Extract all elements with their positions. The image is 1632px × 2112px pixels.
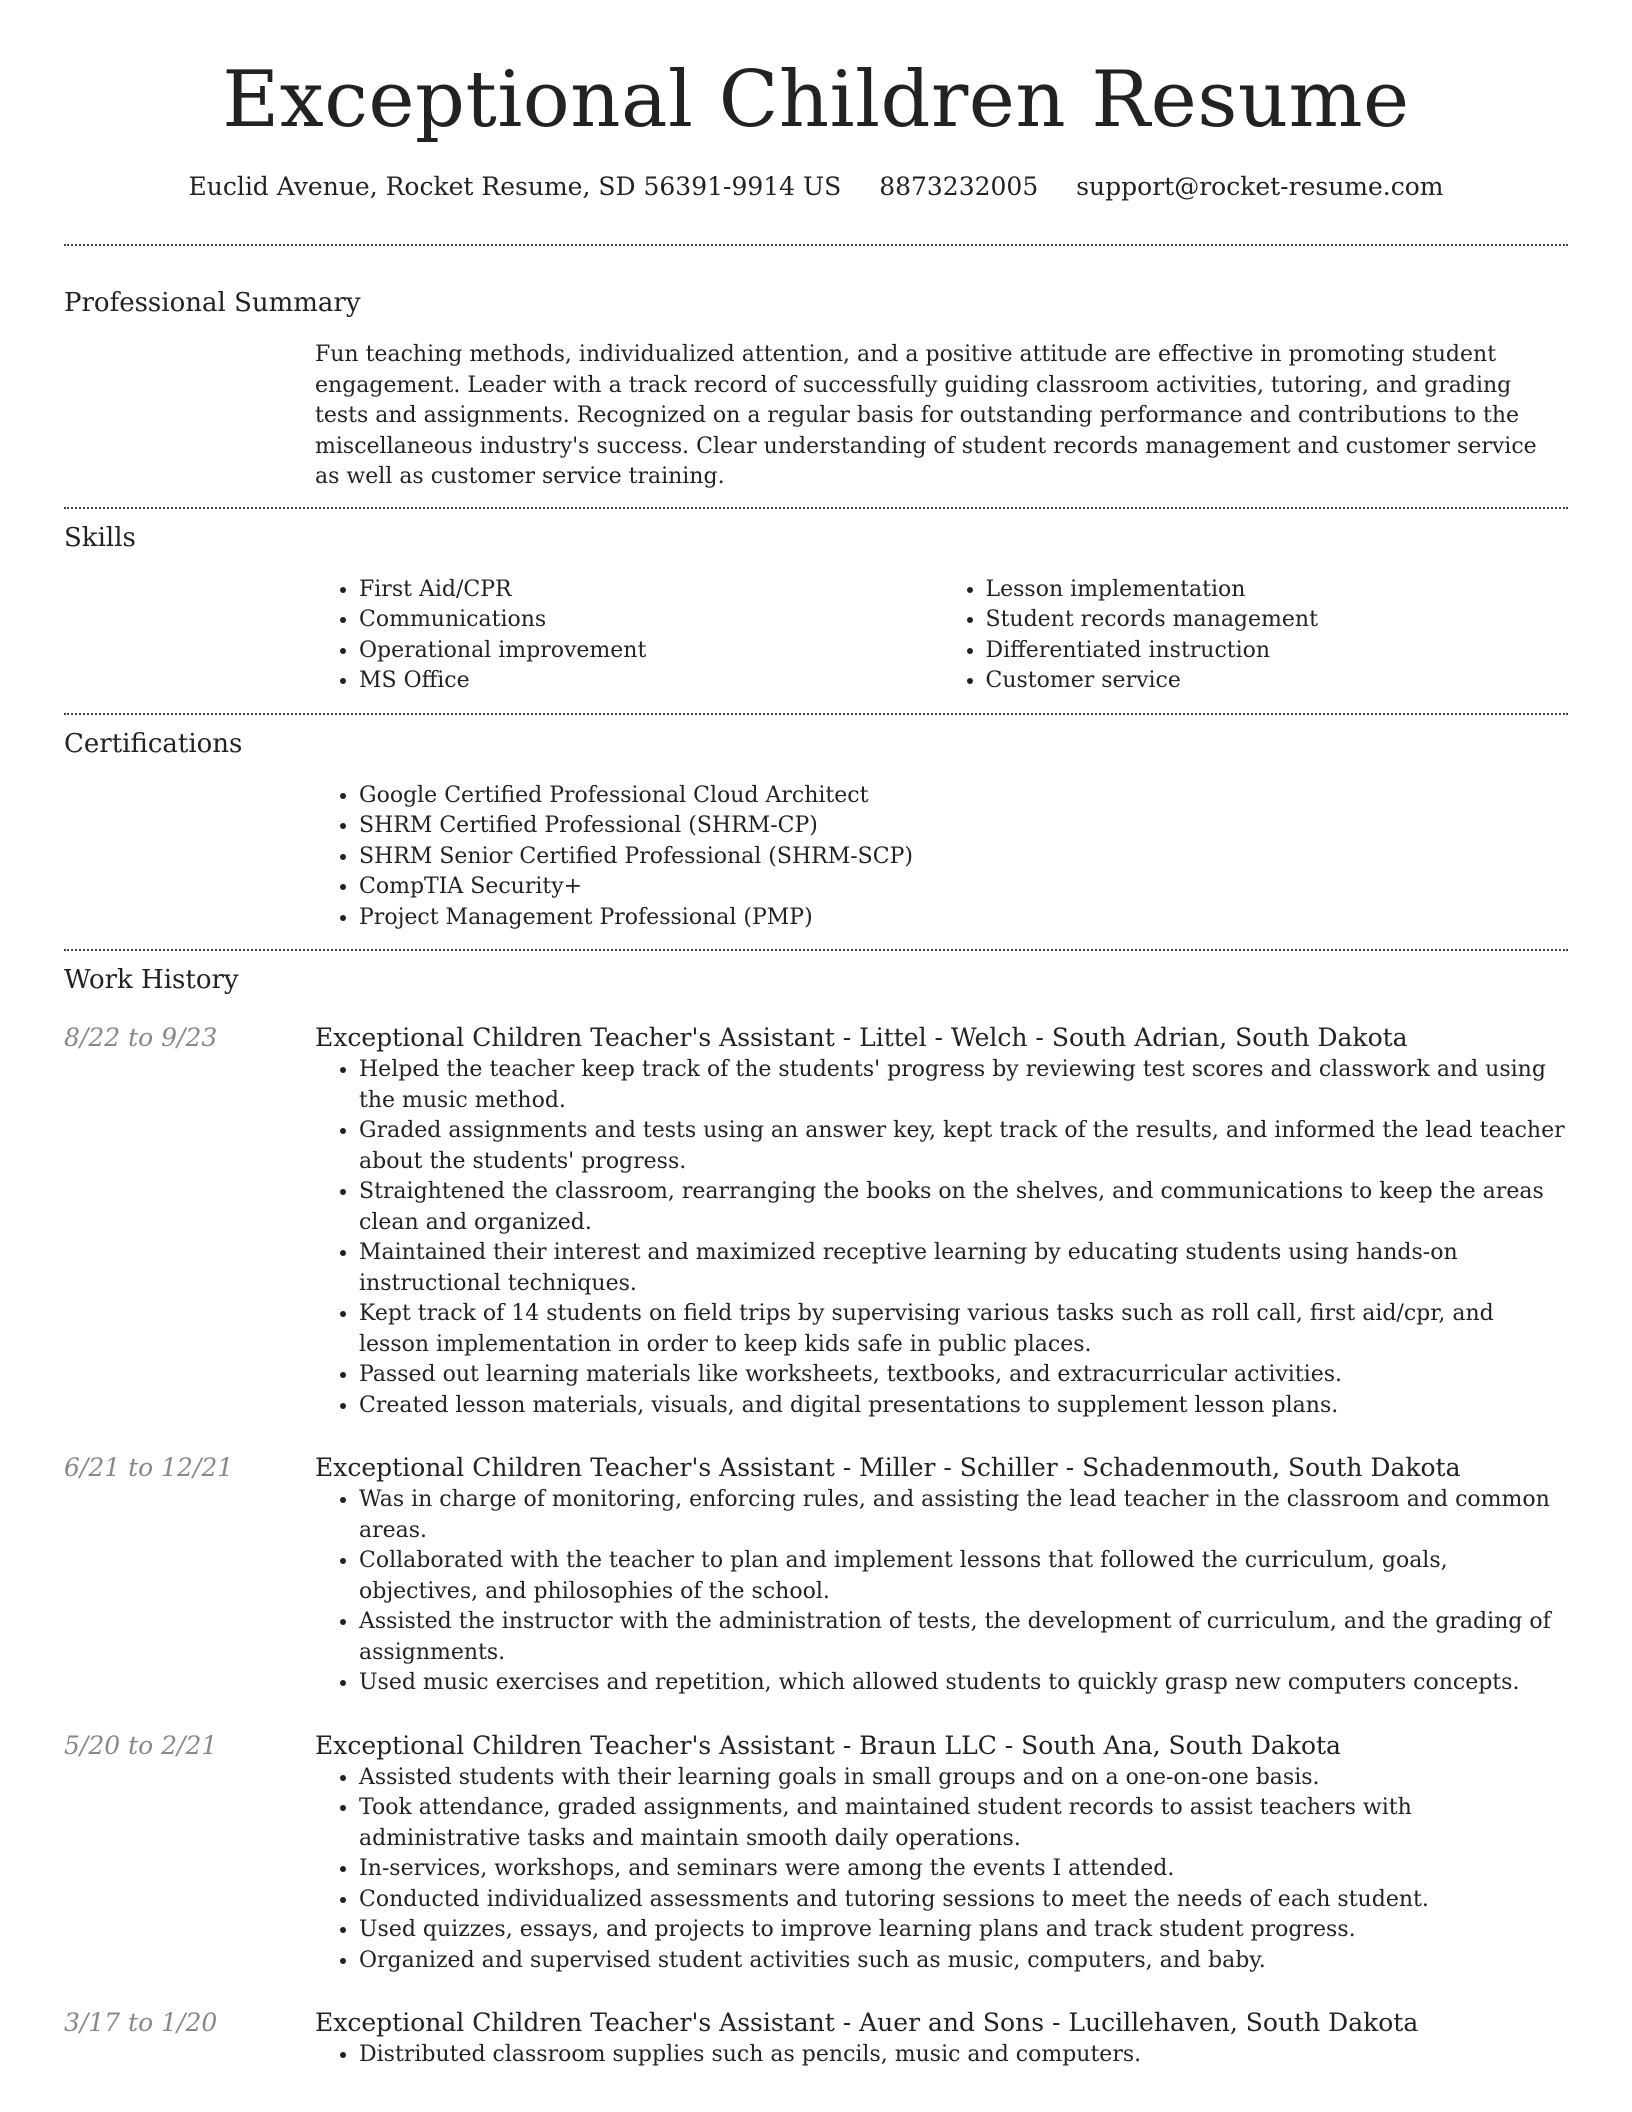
job-bullet: • Straightened the classroom, rearranging the books on the shelves, and communications to keep the areas clean and organized. [359,1177,1568,1238]
job-bullet: • Organized and supervised student activities such as music, computers, and baby. [359,1946,1568,1977]
job-body [315,2006,1568,2071]
job-entry [64,1021,1568,1421]
contact-phone: 8873232005 [879,172,1039,201]
skill-item: • Customer service [986,666,1569,697]
job-bullet: • Collaborated with the teacher to plan and implement lessons that followed the curriculum, goals, objectives, and philosophies of the school. [359,1546,1568,1607]
contact-email: support@rocket-resume.com [1076,172,1444,201]
job-bullet: • Kept track of 14 students on field trips by supervising various tasks such as roll call, first aid/cpr, and lesson implementation in order to keep kids safe in public places. [359,1299,1568,1360]
skills-heading: Skills [64,522,136,553]
job-entry [64,1729,1568,1977]
summary-heading: Professional Summary [64,288,361,318]
job-bullet: • Created lesson materials, visuals, and digital presentations to supplement lesson plans. [359,1391,1568,1422]
certifications-block [315,781,1568,934]
certifications-heading: Certifications [64,728,243,759]
job-bullet: • Assisted students with their learning goals in small groups and on a one-on-one basis. [359,1763,1568,1794]
skill-item: • MS Office [359,666,942,697]
job-bullet: • Conducted individualized assessments and tutoring sessions to meet the needs of each student. [359,1885,1568,1916]
certification-item: • Project Management Professional (PMP) [359,903,1568,934]
job-bullets [315,1055,1568,1421]
job-title: Exceptional Children Teacher's Assistant - Miller - Schiller - Schadenmouth, South Dakota [315,1453,1461,1482]
skill-item: • First Aid/CPR [359,575,942,606]
job-dates: 5/20 to 2/21 [64,1730,218,1760]
skills-grid [315,575,1568,697]
skill-item: • Communications [359,605,942,636]
certification-item: • SHRM Senior Certified Professional (SHRM-SCP) [359,842,1568,873]
job-bullet: • Helped the teacher keep track of the students' progress by reviewing test scores and classwork and using the music method. [359,1055,1568,1116]
skill-item: • Student records management [986,605,1569,636]
job-title: Exceptional Children Teacher's Assistant - Braun LLC - South Ana, South Dakota [315,1730,1341,1760]
job-body [315,1451,1568,1699]
job-dates: 3/17 to 1/20 [64,2008,218,2037]
section-divider [64,949,1568,951]
job-dates: 8/22 to 9/23 [64,1023,218,1052]
section-divider [64,244,1568,246]
certification-item: • CompTIA Security+ [359,872,1568,903]
certification-item: • Google Certified Professional Cloud Architect [359,781,1568,812]
job-title: Exceptional Children Teacher's Assistant - Auer and Sons - Lucillehaven, South Dakota [315,2008,1419,2037]
section-divider [64,713,1568,715]
job-dates: 6/21 to 12/21 [64,1453,234,1482]
summary-text: Fun teaching methods, individualized attention, and a positive attitude are effective in promoting student engagement. Leader with a track record of successfully guiding classroom activities, tutoring, and grading tests and assignments. Recognized on a regular basis for outstanding performance and contributions to the miscellaneous industry's success. Clear understanding of student records management and customer service as well as customer service training. [315,342,1537,489]
job-bullets [315,1763,1568,1977]
job-bullet: • Passed out learning materials like worksheets, textbooks, and extracurricular activities. [359,1360,1568,1391]
skills-list-left [315,575,942,697]
job-entry [64,2006,1568,2071]
job-bullet: • Was in charge of monitoring, enforcing rules, and assisting the lead teacher in the classroom and common areas. [359,1485,1568,1546]
certifications-list [315,781,1568,934]
job-body [315,1021,1568,1421]
work-history-heading: Work History [64,965,239,995]
section-divider [64,507,1568,509]
job-bullet: • Used music exercises and repetition, which allowed students to quickly grasp new computers concepts. [359,1668,1568,1699]
job-entry [64,1451,1568,1699]
skills-list-right [942,575,1569,697]
job-bullet: • Took attendance, graded assignments, and maintained student records to assist teachers with administrative tasks and maintain smooth daily operations. [359,1793,1568,1854]
skill-item: • Differentiated instruction [986,636,1569,667]
resume-title: Exceptional Children Resume [222,55,1410,145]
job-bullets [315,2040,1568,2071]
job-bullet: • Distributed classroom supplies such as pencils, music and computers. [359,2040,1568,2071]
job-body [315,1729,1568,1977]
certification-item: • SHRM Certified Professional (SHRM-CP) [359,811,1568,842]
job-bullet: • Graded assignments and tests using an answer key, kept track of the results, and informed the lead teacher about the students' progress. [359,1116,1568,1177]
job-title: Exceptional Children Teacher's Assistant - Littel - Welch - South Adrian, South Dakota [315,1023,1408,1052]
skill-item: • Operational improvement [359,636,942,667]
job-bullets [315,1485,1568,1699]
skill-item: • Lesson implementation [986,575,1569,606]
job-bullet: • In-services, workshops, and seminars were among the events I attended. [359,1854,1568,1885]
job-bullet: • Used quizzes, essays, and projects to improve learning plans and track student progress. [359,1915,1568,1946]
job-bullet: • Maintained their interest and maximized receptive learning by educating students using hands-on instructional techniques. [359,1238,1568,1299]
resume-page [64,0,1568,2071]
contact-line [64,170,1568,204]
contact-address: Euclid Avenue, Rocket Resume, SD 56391-9914 US [188,172,842,201]
job-bullet: • Assisted the instructor with the administration of tests, the development of curriculum, and the grading of assignments. [359,1607,1568,1668]
